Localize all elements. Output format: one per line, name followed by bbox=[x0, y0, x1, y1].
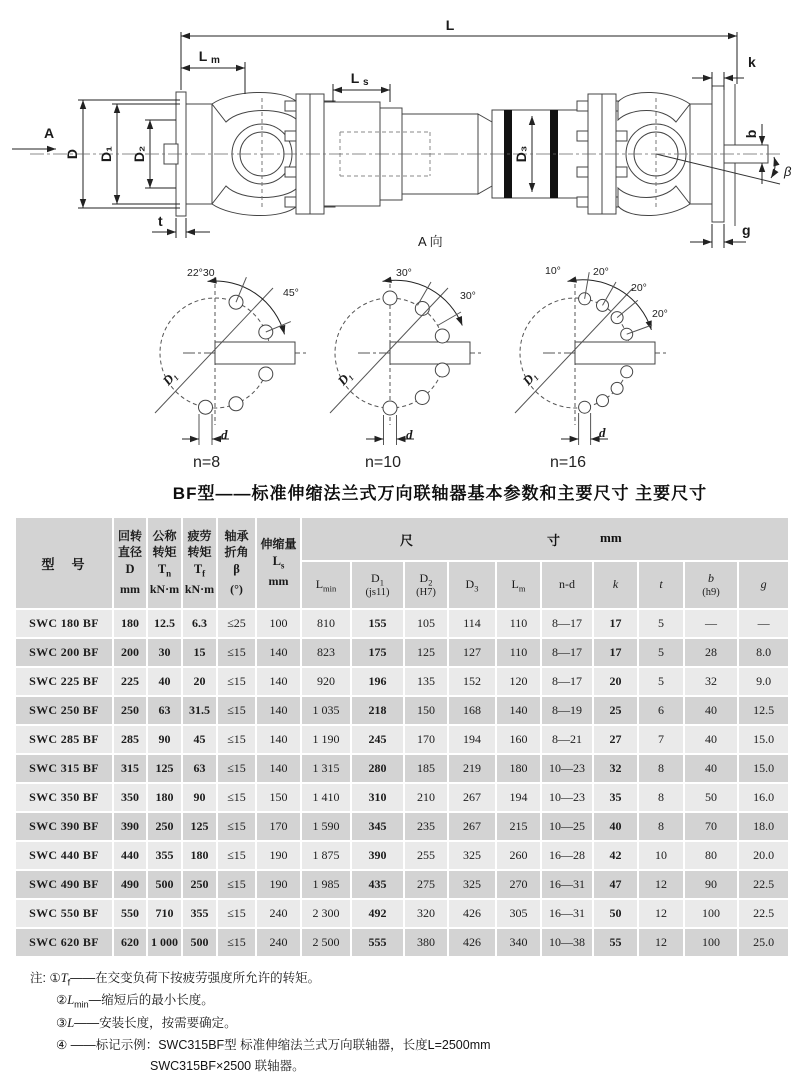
value-cell: 2 300 bbox=[301, 899, 351, 928]
value-cell: 42 bbox=[593, 841, 638, 870]
value-cell: 12 bbox=[638, 870, 684, 899]
value-cell: 325 bbox=[448, 870, 496, 899]
value-cell: 10—23 bbox=[541, 783, 593, 812]
value-cell: 55 bbox=[593, 928, 638, 957]
value-cell: ≤15 bbox=[217, 783, 256, 812]
value-cell: 175 bbox=[351, 638, 404, 667]
angle-label: 20° bbox=[593, 266, 609, 278]
value-cell: 114 bbox=[448, 609, 496, 638]
value-cell: 140 bbox=[256, 754, 301, 783]
table-row bbox=[15, 870, 789, 899]
value-cell: 275 bbox=[404, 870, 448, 899]
view-arrow-label: A bbox=[44, 125, 55, 141]
value-cell: 267 bbox=[448, 783, 496, 812]
value-cell: 225 bbox=[113, 667, 147, 696]
value-cell: 168 bbox=[448, 696, 496, 725]
value-cell: 180 bbox=[182, 841, 217, 870]
value-cell: 250 bbox=[113, 696, 147, 725]
value-cell: ≤15 bbox=[217, 928, 256, 957]
value-cell: 170 bbox=[256, 812, 301, 841]
value-cell: 28 bbox=[684, 638, 738, 667]
angle-label: 45° bbox=[283, 287, 299, 299]
value-cell: 20.0 bbox=[738, 841, 789, 870]
value-cell: 10—38 bbox=[541, 928, 593, 957]
value-cell: 325 bbox=[448, 841, 496, 870]
value-cell: ≤15 bbox=[217, 899, 256, 928]
value-cell: 35 bbox=[593, 783, 638, 812]
value-cell: 8 bbox=[638, 754, 684, 783]
value-cell: 140 bbox=[256, 667, 301, 696]
value-cell: 45 bbox=[182, 725, 217, 754]
col-header-b: b (h9) bbox=[684, 561, 738, 609]
parameters-table bbox=[14, 516, 790, 958]
value-cell: 170 bbox=[404, 725, 448, 754]
value-cell: 140 bbox=[256, 638, 301, 667]
value-cell: 1 315 bbox=[301, 754, 351, 783]
value-cell: 250 bbox=[182, 870, 217, 899]
footnote-line: ③L——安装长度，按需要确定。 bbox=[56, 1015, 237, 1030]
value-cell: 125 bbox=[147, 754, 182, 783]
col-header-model: 型 号 bbox=[15, 517, 113, 609]
value-cell: 20 bbox=[182, 667, 217, 696]
value-cell: 210 bbox=[404, 783, 448, 812]
dim-label-L: L bbox=[445, 17, 455, 33]
footnotes bbox=[30, 968, 800, 1076]
dim-label-D1: D₁ bbox=[98, 146, 114, 162]
footnote-line: ④ ——标记示例：SWC315BF型 标准伸缩法兰式万向联轴器，长度L=2500mm bbox=[56, 1038, 491, 1053]
angle-label: 20° bbox=[631, 282, 647, 294]
model-cell: SWC 315 BF bbox=[15, 754, 113, 783]
value-cell: 5 bbox=[638, 667, 684, 696]
value-cell: 18.0 bbox=[738, 812, 789, 841]
angle-label: 22°30 bbox=[187, 267, 215, 279]
value-cell: 47 bbox=[593, 870, 638, 899]
value-cell: 25.0 bbox=[738, 928, 789, 957]
bolt-circle-label: D₁ bbox=[159, 367, 180, 389]
value-cell: 40 bbox=[147, 667, 182, 696]
hole-dia-label: d bbox=[406, 427, 413, 442]
value-cell: 16—31 bbox=[541, 899, 593, 928]
col-header-D2: $D_2$ (H7) bbox=[404, 561, 448, 609]
value-cell: 185 bbox=[404, 754, 448, 783]
model-cell: SWC 390 BF bbox=[15, 812, 113, 841]
value-cell: 380 bbox=[404, 928, 448, 957]
table-row bbox=[15, 696, 789, 725]
table-row bbox=[15, 812, 789, 841]
value-cell: 135 bbox=[404, 667, 448, 696]
value-cell: 2 500 bbox=[301, 928, 351, 957]
bolt-pattern-diagram-n16 bbox=[495, 263, 670, 475]
value-cell: 80 bbox=[684, 841, 738, 870]
model-cell: SWC 285 BF bbox=[15, 725, 113, 754]
value-cell: 555 bbox=[351, 928, 404, 957]
bolt-count-label: n=8 bbox=[193, 454, 221, 471]
col-header-bearing-angle: 轴承 折角 β (°) bbox=[217, 517, 256, 609]
value-cell: 218 bbox=[351, 696, 404, 725]
value-cell: 100 bbox=[256, 609, 301, 638]
value-cell: 426 bbox=[448, 899, 496, 928]
value-cell: 5 bbox=[638, 638, 684, 667]
value-cell: 20 bbox=[593, 667, 638, 696]
value-cell: 810 bbox=[301, 609, 351, 638]
value-cell: 219 bbox=[448, 754, 496, 783]
col-header-Lmin: $L_{min}$ bbox=[301, 561, 351, 609]
model-cell: SWC 180 BF bbox=[15, 609, 113, 638]
value-cell: 17 bbox=[593, 609, 638, 638]
value-cell: 1 000 bbox=[147, 928, 182, 957]
value-cell: 345 bbox=[351, 812, 404, 841]
value-cell: 8—19 bbox=[541, 696, 593, 725]
footnote-line: 注: $①T_f——$在交变负荷下按疲劳强度所允许的转矩。 bbox=[30, 971, 321, 988]
col-header-D1: $D_1$ (js11) bbox=[351, 561, 404, 609]
value-cell: 150 bbox=[256, 783, 301, 812]
coupling-drawing-svg bbox=[0, 6, 800, 258]
value-cell: 90 bbox=[182, 783, 217, 812]
bolt-circle-label: D₁ bbox=[519, 367, 540, 389]
value-cell: 8 bbox=[638, 783, 684, 812]
angle-label: 10° bbox=[545, 265, 561, 277]
model-cell: SWC 550 BF bbox=[15, 899, 113, 928]
table-row bbox=[15, 725, 789, 754]
value-cell: 710 bbox=[147, 899, 182, 928]
value-cell: 320 bbox=[404, 899, 448, 928]
value-cell: 215 bbox=[496, 812, 541, 841]
value-cell: 10 bbox=[638, 841, 684, 870]
value-cell: 8 bbox=[638, 812, 684, 841]
table-row bbox=[15, 783, 789, 812]
value-cell: 280 bbox=[351, 754, 404, 783]
value-cell: 245 bbox=[351, 725, 404, 754]
value-cell: 12 bbox=[638, 899, 684, 928]
value-cell: 140 bbox=[496, 696, 541, 725]
model-cell: SWC 490 BF bbox=[15, 870, 113, 899]
hole-dia-label: d bbox=[221, 427, 228, 442]
value-cell: 110 bbox=[496, 638, 541, 667]
value-cell: 355 bbox=[182, 899, 217, 928]
angle-label: 20° bbox=[652, 308, 668, 320]
table-body bbox=[15, 609, 789, 957]
model-cell: SWC 250 BF bbox=[15, 696, 113, 725]
col-header-Lm: $L_m$ bbox=[496, 561, 541, 609]
col-header-D3: $D_3$ bbox=[448, 561, 496, 609]
value-cell: 120 bbox=[496, 667, 541, 696]
value-cell: 22.5 bbox=[738, 870, 789, 899]
dim-label-D3: D₃ bbox=[513, 145, 529, 163]
value-cell: 200 bbox=[113, 638, 147, 667]
value-cell: 8—17 bbox=[541, 609, 593, 638]
value-cell: 15 bbox=[182, 638, 217, 667]
value-cell: 15.0 bbox=[738, 754, 789, 783]
coupling-drawing bbox=[0, 6, 800, 263]
view-label: A 向 bbox=[418, 234, 443, 249]
value-cell: 32 bbox=[684, 667, 738, 696]
value-cell: — bbox=[738, 609, 789, 638]
value-cell: 127 bbox=[448, 638, 496, 667]
value-cell: 140 bbox=[256, 696, 301, 725]
value-cell: 190 bbox=[256, 841, 301, 870]
value-cell: 8.0 bbox=[738, 638, 789, 667]
table-row bbox=[15, 899, 789, 928]
value-cell: 240 bbox=[256, 899, 301, 928]
value-cell: 340 bbox=[496, 928, 541, 957]
col-header-nominal-torque: 公称 转矩 $T_n$ kN·m bbox=[147, 517, 182, 609]
col-header-k: k bbox=[593, 561, 638, 609]
value-cell: 140 bbox=[256, 725, 301, 754]
value-cell: 8—21 bbox=[541, 725, 593, 754]
value-cell: 17 bbox=[593, 638, 638, 667]
bolt-circle-label: D₁ bbox=[334, 367, 355, 389]
value-cell: 823 bbox=[301, 638, 351, 667]
value-cell: 8—17 bbox=[541, 638, 593, 667]
value-cell: 105 bbox=[404, 609, 448, 638]
dim-label-t: t bbox=[158, 213, 163, 229]
value-cell: 90 bbox=[684, 870, 738, 899]
dim-label-Ls: L bbox=[350, 70, 360, 86]
col-header-size-group: 尺 寸 mm bbox=[301, 517, 789, 561]
value-cell: 1 590 bbox=[301, 812, 351, 841]
value-cell: 31.5 bbox=[182, 696, 217, 725]
col-header-nd: n-d bbox=[541, 561, 593, 609]
value-cell: 390 bbox=[113, 812, 147, 841]
value-cell: 315 bbox=[113, 754, 147, 783]
value-cell: 16—31 bbox=[541, 870, 593, 899]
value-cell: 16—28 bbox=[541, 841, 593, 870]
value-cell: 27 bbox=[593, 725, 638, 754]
value-cell: 12.5 bbox=[147, 609, 182, 638]
col-header-telescopic: 伸缩量 $L_s$ mm bbox=[256, 517, 301, 609]
value-cell: 7 bbox=[638, 725, 684, 754]
hole-dia-label: d bbox=[599, 425, 606, 440]
value-cell: 125 bbox=[182, 812, 217, 841]
value-cell: 6.3 bbox=[182, 609, 217, 638]
col-header-g: g bbox=[738, 561, 789, 609]
value-cell: 1 410 bbox=[301, 783, 351, 812]
value-cell: 440 bbox=[113, 841, 147, 870]
value-cell: 270 bbox=[496, 870, 541, 899]
value-cell: ≤15 bbox=[217, 638, 256, 667]
value-cell: 40 bbox=[684, 754, 738, 783]
value-cell: 310 bbox=[351, 783, 404, 812]
value-cell: 100 bbox=[684, 928, 738, 957]
value-cell: 180 bbox=[496, 754, 541, 783]
value-cell: 8—17 bbox=[541, 667, 593, 696]
value-cell: ≤15 bbox=[217, 841, 256, 870]
value-cell: 390 bbox=[351, 841, 404, 870]
value-cell: 5 bbox=[638, 609, 684, 638]
value-cell: 30 bbox=[147, 638, 182, 667]
dim-label-k: k bbox=[748, 54, 756, 70]
value-cell: 155 bbox=[351, 609, 404, 638]
value-cell: 16.0 bbox=[738, 783, 789, 812]
model-cell: SWC 620 BF bbox=[15, 928, 113, 957]
model-cell: SWC 440 BF bbox=[15, 841, 113, 870]
angle-label: 30° bbox=[396, 267, 412, 279]
page-title: BF型——标准伸缩法兰式万向联轴器基本参数和主要尺寸 主要尺寸 bbox=[172, 484, 708, 503]
value-cell: 260 bbox=[496, 841, 541, 870]
value-cell: 12.5 bbox=[738, 696, 789, 725]
bolt-pattern-diagrams bbox=[0, 263, 800, 475]
value-cell: 285 bbox=[113, 725, 147, 754]
footnote-line: $②L_{min}—$缩短后的最小长度。 bbox=[56, 993, 214, 1010]
bolt-count-label: n=16 bbox=[550, 454, 587, 471]
value-cell: 196 bbox=[351, 667, 404, 696]
dim-label-b: b bbox=[743, 129, 759, 139]
value-cell: 550 bbox=[113, 899, 147, 928]
dim-label-g: g bbox=[742, 222, 751, 238]
model-cell: SWC 200 BF bbox=[15, 638, 113, 667]
value-cell: 12 bbox=[638, 928, 684, 957]
value-cell: 255 bbox=[404, 841, 448, 870]
value-cell: 90 bbox=[147, 725, 182, 754]
value-cell: 15.0 bbox=[738, 725, 789, 754]
table-row bbox=[15, 638, 789, 667]
angle-label: 30° bbox=[460, 290, 476, 302]
dim-label-Lm-sub: m bbox=[211, 55, 220, 66]
value-cell: 6 bbox=[638, 696, 684, 725]
value-cell: ≤25 bbox=[217, 609, 256, 638]
table-row bbox=[15, 754, 789, 783]
value-cell: 267 bbox=[448, 812, 496, 841]
value-cell: — bbox=[684, 609, 738, 638]
value-cell: 250 bbox=[147, 812, 182, 841]
value-cell: 920 bbox=[301, 667, 351, 696]
value-cell: ≤15 bbox=[217, 667, 256, 696]
dim-label-Lm: L bbox=[198, 48, 208, 64]
value-cell: 180 bbox=[113, 609, 147, 638]
value-cell: 492 bbox=[351, 899, 404, 928]
col-header-fatigue-torque: 疲劳 转矩 $T_f$ kN·m bbox=[182, 517, 217, 609]
value-cell: 125 bbox=[404, 638, 448, 667]
value-cell: 235 bbox=[404, 812, 448, 841]
value-cell: 10—25 bbox=[541, 812, 593, 841]
value-cell: 70 bbox=[684, 812, 738, 841]
value-cell: 1 875 bbox=[301, 841, 351, 870]
value-cell: 152 bbox=[448, 667, 496, 696]
value-cell: 435 bbox=[351, 870, 404, 899]
table-row bbox=[15, 841, 789, 870]
value-cell: 426 bbox=[448, 928, 496, 957]
dim-label-Ls-sub: s bbox=[363, 77, 369, 88]
value-cell: 490 bbox=[113, 870, 147, 899]
value-cell: 40 bbox=[684, 725, 738, 754]
value-cell: 194 bbox=[448, 725, 496, 754]
value-cell: 620 bbox=[113, 928, 147, 957]
table-row bbox=[15, 609, 789, 638]
value-cell: 1 190 bbox=[301, 725, 351, 754]
col-header-diameter: 回转 直径 D mm bbox=[113, 517, 147, 609]
value-cell: 350 bbox=[113, 783, 147, 812]
value-cell: 32 bbox=[593, 754, 638, 783]
value-cell: 40 bbox=[684, 696, 738, 725]
value-cell: 63 bbox=[147, 696, 182, 725]
value-cell: ≤15 bbox=[217, 870, 256, 899]
value-cell: 180 bbox=[147, 783, 182, 812]
bolt-pattern-diagram-n10 bbox=[310, 263, 485, 475]
value-cell: 150 bbox=[404, 696, 448, 725]
value-cell: ≤15 bbox=[217, 754, 256, 783]
footnote-line: SWC315BF×2500 联轴器。 bbox=[150, 1058, 305, 1073]
value-cell: 50 bbox=[684, 783, 738, 812]
value-cell: 10—23 bbox=[541, 754, 593, 783]
value-cell: 500 bbox=[147, 870, 182, 899]
value-cell: 50 bbox=[593, 899, 638, 928]
value-cell: 100 bbox=[684, 899, 738, 928]
table-row bbox=[15, 667, 789, 696]
value-cell: 500 bbox=[182, 928, 217, 957]
value-cell: 9.0 bbox=[738, 667, 789, 696]
value-cell: 355 bbox=[147, 841, 182, 870]
value-cell: 190 bbox=[256, 870, 301, 899]
value-cell: 305 bbox=[496, 899, 541, 928]
value-cell: 1 985 bbox=[301, 870, 351, 899]
value-cell: 160 bbox=[496, 725, 541, 754]
bolt-count-label: n=10 bbox=[365, 454, 402, 471]
dim-label-D: D bbox=[64, 148, 80, 160]
model-cell: SWC 350 BF bbox=[15, 783, 113, 812]
value-cell: ≤15 bbox=[217, 812, 256, 841]
value-cell: 25 bbox=[593, 696, 638, 725]
value-cell: 110 bbox=[496, 609, 541, 638]
value-cell: 63 bbox=[182, 754, 217, 783]
value-cell: ≤15 bbox=[217, 725, 256, 754]
dim-label-beta: β bbox=[784, 164, 792, 179]
value-cell: 22.5 bbox=[738, 899, 789, 928]
value-cell: 240 bbox=[256, 928, 301, 957]
value-cell: 40 bbox=[593, 812, 638, 841]
dim-label-D2: D₂ bbox=[131, 145, 147, 163]
value-cell: 1 035 bbox=[301, 696, 351, 725]
model-cell: SWC 225 BF bbox=[15, 667, 113, 696]
value-cell: ≤15 bbox=[217, 696, 256, 725]
col-header-t: t bbox=[638, 561, 684, 609]
bolt-pattern-diagram-n8 bbox=[135, 263, 310, 475]
table-row bbox=[15, 928, 789, 957]
value-cell: 194 bbox=[496, 783, 541, 812]
